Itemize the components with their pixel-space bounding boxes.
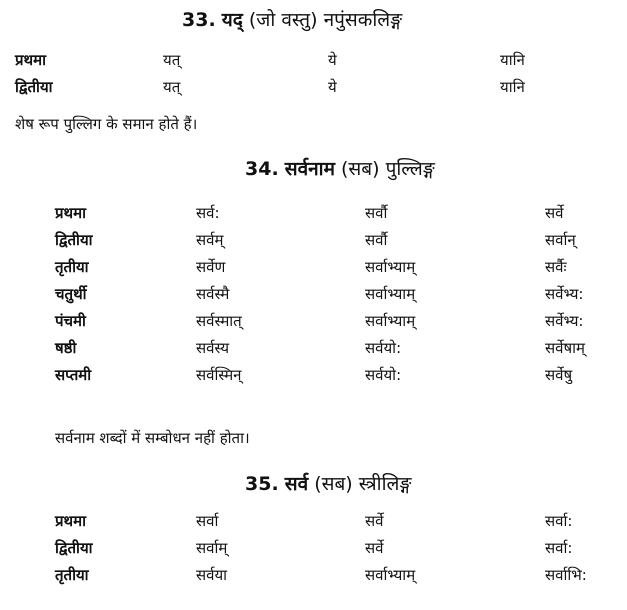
case-name: प्रथमा — [55, 204, 86, 222]
declension-row — [0, 511, 627, 537]
form-dual: ये — [328, 78, 337, 96]
section-gender: स्त्रीलिङ्ग — [358, 473, 412, 495]
section-meaning: (जो वस्तु) — [248, 9, 318, 31]
form-plural: सर्वैः — [545, 258, 567, 276]
form-singular: सर्वम् — [196, 231, 224, 249]
case-name: तृतीया — [55, 566, 89, 584]
case-name: प्रथमा — [15, 51, 46, 69]
form-singular: सर्वाम् — [196, 539, 228, 557]
section-meaning: (सब) — [314, 473, 353, 495]
section-meaning: (सब) — [341, 158, 380, 180]
form-singular: यत् — [163, 78, 181, 96]
form-plural: सर्वेषाम् — [545, 339, 586, 357]
case-name: तृतीया — [55, 258, 89, 276]
form-plural: यानि — [500, 51, 525, 69]
form-singular: सर्वस्य — [196, 339, 230, 357]
form-dual: सर्वौ — [365, 204, 388, 222]
form-plural: सर्वा: — [545, 539, 573, 557]
declension-row — [0, 311, 627, 337]
form-dual: सर्वाभ्याम् — [365, 258, 416, 276]
case-name: सप्तमी — [55, 366, 92, 384]
form-singular: सर्वस्मात् — [196, 312, 242, 330]
section-number: 33. — [182, 9, 216, 31]
form-dual: सर्वाभ्याम् — [365, 566, 416, 584]
form-dual: सर्वौ — [365, 231, 388, 249]
form-dual: सर्वे — [365, 512, 384, 530]
form-dual: सर्वाभ्याम् — [365, 285, 416, 303]
case-name: षष्ठी — [55, 339, 77, 357]
declension-row — [0, 50, 627, 76]
section-word: सर्व — [284, 473, 309, 495]
case-name: पंचमी — [55, 312, 86, 330]
case-name: द्वितीया — [55, 539, 93, 557]
declension-row — [0, 365, 627, 391]
form-singular: सर्वा — [196, 512, 219, 530]
section-word: सर्वनाम — [284, 158, 335, 180]
form-plural: सर्वेभ्य: — [545, 312, 584, 330]
form-singular: सर्व: — [196, 204, 220, 222]
section-33-heading — [182, 6, 402, 32]
form-dual: सर्वे — [365, 539, 384, 557]
form-plural: सर्वेषु — [545, 366, 573, 384]
case-name: चतुर्थी — [55, 285, 87, 303]
form-plural: यानि — [500, 78, 525, 96]
section-34-note: सर्वनाम शब्दों में सम्बोधन नहीं होता। — [55, 429, 250, 447]
form-dual: सर्वाभ्याम् — [365, 312, 416, 330]
case-name: द्वितीया — [55, 231, 93, 249]
form-singular: सर्वस्मिन् — [196, 366, 242, 384]
form-plural: सर्वा: — [545, 512, 573, 530]
section-number: 35. — [245, 473, 279, 495]
declension-row — [0, 538, 627, 564]
form-singular: सर्वेण — [196, 258, 226, 276]
form-plural: सर्वाभि: — [545, 566, 587, 584]
case-name: प्रथमा — [55, 512, 86, 530]
form-singular: सर्वस्मै — [196, 285, 230, 303]
declension-row — [0, 338, 627, 364]
form-plural: सर्वेभ्य: — [545, 285, 584, 303]
form-plural: सर्वान् — [545, 231, 576, 249]
form-singular: यत् — [163, 51, 181, 69]
section-33-note: शेष रूप पुल्लिग के समान होते हैं। — [15, 115, 198, 133]
form-dual: सर्वयो: — [365, 366, 402, 384]
section-34-heading — [245, 155, 435, 181]
declension-row — [0, 230, 627, 256]
section-number: 34. — [245, 158, 279, 180]
section-word: यद् — [221, 9, 243, 31]
section-gender: पुल्लिङ्ग — [385, 158, 435, 180]
form-singular: सर्वया — [196, 566, 228, 584]
declension-row — [0, 203, 627, 229]
form-dual: सर्वयो: — [365, 339, 402, 357]
form-dual: ये — [328, 51, 337, 69]
declension-row — [0, 565, 627, 591]
declension-row — [0, 77, 627, 103]
case-name: द्वितीया — [15, 78, 53, 96]
declension-row — [0, 257, 627, 283]
declension-row — [0, 284, 627, 310]
section-gender: नपुंसकलिङ्ग — [323, 9, 403, 31]
form-plural: सर्वे — [545, 204, 564, 222]
section-35-heading — [245, 470, 411, 496]
